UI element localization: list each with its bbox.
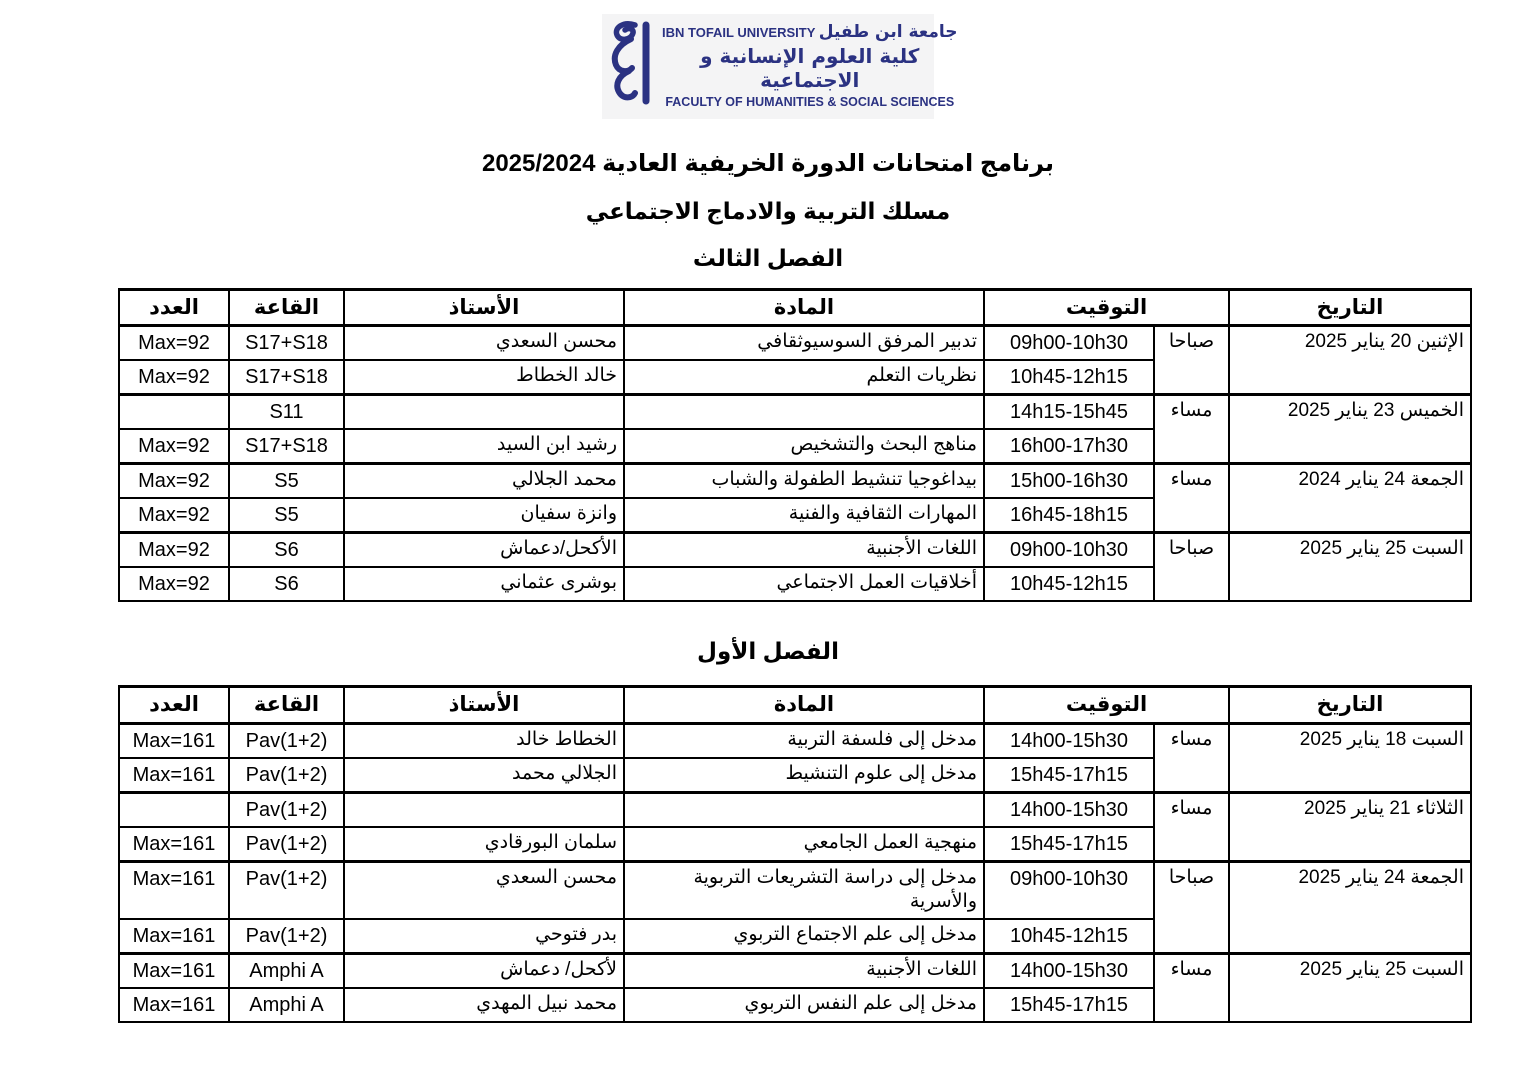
exam-date: السبت 25 يناير 2025 (1229, 533, 1471, 602)
exam-room: Amphi A (229, 988, 344, 1022)
exam-teacher: محسن السعدي (344, 326, 624, 361)
track-title: مسلك التربية والادماج الاجتماعي (585, 198, 951, 224)
university-logo-mark-icon (608, 19, 654, 112)
exam-count: Max=92 (119, 464, 229, 499)
table-row (119, 792, 1471, 827)
exam-count: Max=161 (119, 953, 229, 988)
exam-subject: مدخل إلى علم النفس التربوي (624, 988, 984, 1022)
exam-count: Max=92 (119, 360, 229, 395)
exam-teacher: محمد الجلالي (344, 464, 624, 499)
table-header-row (119, 290, 1471, 326)
exam-date: السبت 25 يناير 2025 (1229, 953, 1471, 1022)
semester1-table (118, 685, 1472, 1023)
exam-subject: اللغات الأجنبية (624, 533, 984, 568)
exam-count: Max=92 (119, 567, 229, 601)
exam-date: السبت 18 يناير 2025 (1229, 723, 1471, 792)
table-row (119, 395, 1471, 430)
exam-count: Max=92 (119, 326, 229, 361)
exam-count: Max=92 (119, 498, 229, 533)
exam-room: S6 (229, 533, 344, 568)
exam-period: مساء (1154, 953, 1229, 1022)
exam-time: 10h45-12h15 (984, 360, 1154, 395)
exam-count: Max=161 (119, 919, 229, 954)
column-header-subject: المادة (624, 687, 984, 723)
column-header-count: العدد (119, 290, 229, 326)
exam-room: Pav(1+2) (229, 827, 344, 862)
column-header-count: العدد (119, 687, 229, 723)
exam-time: 14h15-15h45 (984, 395, 1154, 430)
exam-time: 14h00-15h30 (984, 723, 1154, 758)
exam-period: مساء (1154, 395, 1229, 464)
exam-teacher: محسن السعدي (344, 861, 624, 919)
exam-room: S17+S18 (229, 429, 344, 464)
exam-subject: المهارات الثقافية والفنية (624, 498, 984, 533)
exam-teacher: بدر فتوحي (344, 919, 624, 954)
exam-count: Max=161 (119, 758, 229, 793)
exam-teacher: وانزة سفيان (344, 498, 624, 533)
exam-room: Pav(1+2) (229, 792, 344, 827)
column-header-room: القاعة (229, 290, 344, 326)
exam-subject: بيداغوجيا تنشيط الطفولة والشباب (624, 464, 984, 499)
exam-room: S5 (229, 464, 344, 499)
semester3-table (118, 288, 1472, 602)
exam-teacher: الأكحل/دعماش (344, 533, 624, 568)
exam-time: 14h00-15h30 (984, 792, 1154, 827)
exam-count: Max=161 (119, 988, 229, 1022)
logo-faculty-name-ar: كلية العلوم الإنسانية و الاجتماعية (700, 44, 920, 92)
exam-subject: نظريات التعلم (624, 360, 984, 395)
exam-period: مساء (1154, 723, 1229, 792)
column-header-subject: المادة (624, 290, 984, 326)
exam-subject: أخلاقيات العمل الاجتماعي (624, 567, 984, 601)
exam-room: S6 (229, 567, 344, 601)
exam-time: 14h00-15h30 (984, 953, 1154, 988)
exam-subject: منهجية العمل الجامعي (624, 827, 984, 862)
column-header-teacher: الأستاذ (344, 687, 624, 723)
exam-time: 09h00-10h30 (984, 533, 1154, 568)
exam-date: الخميس 23 يناير 2025 (1229, 395, 1471, 464)
exam-time: 15h00-16h30 (984, 464, 1154, 499)
exam-count: Max=92 (119, 429, 229, 464)
exam-time: 15h45-17h15 (984, 988, 1154, 1022)
exam-count: Max=161 (119, 861, 229, 919)
table-row (119, 861, 1471, 919)
exam-time: 16h00-17h30 (984, 429, 1154, 464)
exam-date: الجمعة 24 يناير 2024 (1229, 464, 1471, 533)
table-row (119, 326, 1471, 361)
column-header-room: القاعة (229, 687, 344, 723)
exam-period: صباحا (1154, 326, 1229, 395)
exam-subject: مدخل إلى فلسفة التربية (624, 723, 984, 758)
column-header-teacher: الأستاذ (344, 290, 624, 326)
exam-subject: مناهج البحث والتشخيص (624, 429, 984, 464)
exam-teacher: سلمان البورقادي (344, 827, 624, 862)
exam-teacher (344, 395, 624, 430)
logo-university-name-ar: جامعة ابن طفيل (818, 22, 958, 42)
exam-count (119, 395, 229, 430)
exam-room: Pav(1+2) (229, 919, 344, 954)
exam-teacher: الخطاط خالد (344, 723, 624, 758)
exam-program-title: برنامج امتحانات الدورة الخريفية العادية 2025/2024 (481, 150, 1055, 177)
logo-university-name-en: IBN TOFAIL UNIVERSITY (662, 25, 816, 40)
header (0, 0, 1536, 119)
exam-room: S17+S18 (229, 360, 344, 395)
exam-time: 10h45-12h15 (984, 919, 1154, 954)
exam-time: 15h45-17h15 (984, 758, 1154, 793)
exam-room: Pav(1+2) (229, 861, 344, 919)
exam-room: Amphi A (229, 953, 344, 988)
column-header-date: التاريخ (1229, 687, 1471, 723)
exam-date: الثلاثاء 21 يناير 2025 (1229, 792, 1471, 861)
exam-room: S17+S18 (229, 326, 344, 361)
exam-teacher: محمد نبيل المهدي (344, 988, 624, 1022)
exam-teacher: رشيد ابن السيد (344, 429, 624, 464)
exam-count: Max=161 (119, 827, 229, 862)
logo-faculty-name-en: FACULTY OF HUMANITIES & SOCIAL SCIENCES (665, 95, 955, 109)
table-header-row (119, 687, 1471, 723)
exam-teacher: الجلالي محمد (344, 758, 624, 793)
table-row (119, 723, 1471, 758)
exam-time: 16h45-18h15 (984, 498, 1154, 533)
exam-subject: تدبير المرفق السوسيوثقافي (624, 326, 984, 361)
exam-count: Max=92 (119, 533, 229, 568)
exam-room: S11 (229, 395, 344, 430)
logo-university-name (662, 22, 958, 42)
exam-teacher: لأكحل/ دعماش (344, 953, 624, 988)
exam-room: Pav(1+2) (229, 758, 344, 793)
table-row (119, 464, 1471, 499)
exam-period: مساء (1154, 464, 1229, 533)
exam-count (119, 792, 229, 827)
exam-teacher: بوشرى عثماني (344, 567, 624, 601)
exam-subject: مدخل إلى علوم التنشيط (624, 758, 984, 793)
exam-subject: اللغات الأجنبية (624, 953, 984, 988)
exam-room: Pav(1+2) (229, 723, 344, 758)
exam-time: 15h45-17h15 (984, 827, 1154, 862)
exam-period: صباحا (1154, 861, 1229, 953)
table-row (119, 953, 1471, 988)
exam-teacher: خالد الخطاط (344, 360, 624, 395)
exam-date: الجمعة 24 يناير 2025 (1229, 861, 1471, 953)
exam-subject: مدخل إلى دراسة التشريعات التربوية والأسرية (624, 861, 984, 919)
exam-period: مساء (1154, 792, 1229, 861)
university-logo-text (662, 22, 958, 109)
exam-subject (624, 792, 984, 827)
exam-count: Max=161 (119, 723, 229, 758)
table-row (119, 533, 1471, 568)
exam-time: 10h45-12h15 (984, 567, 1154, 601)
exam-subject (624, 395, 984, 430)
exam-teacher (344, 792, 624, 827)
exam-room: S5 (229, 498, 344, 533)
university-logo (602, 14, 958, 119)
semester3-title: الفصل الثالث (692, 245, 844, 271)
column-header-time: التوقيت (984, 687, 1229, 723)
column-header-time: التوقيت (984, 290, 1229, 326)
exam-time: 09h00-10h30 (984, 861, 1154, 919)
exam-period: صباحا (1154, 533, 1229, 602)
exam-time: 09h00-10h30 (984, 326, 1154, 361)
exam-subject: مدخل إلى علم الاجتماع التربوي (624, 919, 984, 954)
semester1-title: الفصل الأول (697, 638, 839, 665)
exam-date: الإثنين 20 يناير 2025 (1229, 326, 1471, 395)
column-header-date: التاريخ (1229, 290, 1471, 326)
